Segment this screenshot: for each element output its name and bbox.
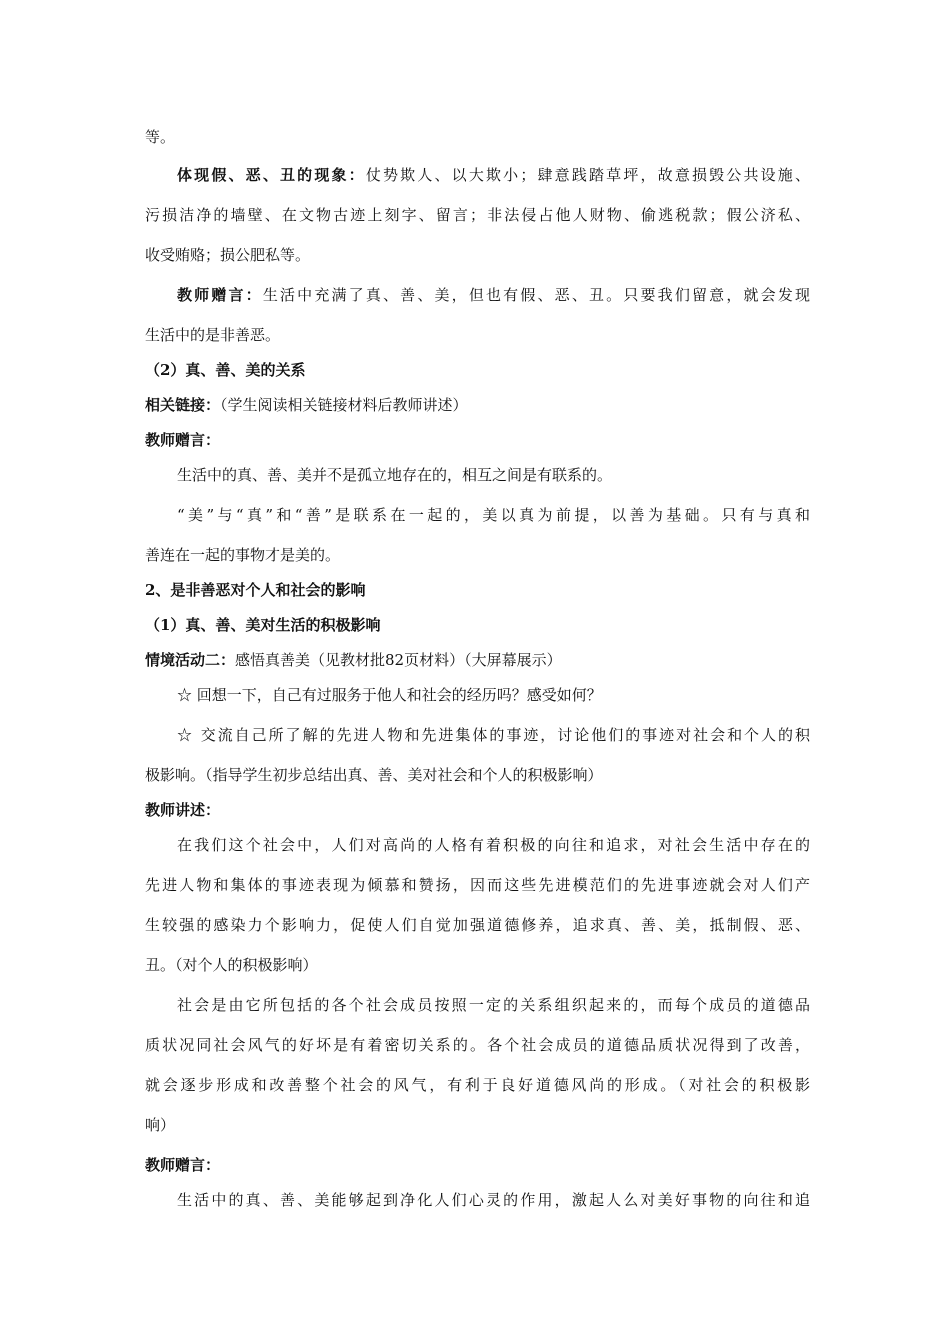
bold-label: 情境活动二：: [145, 651, 236, 669]
text-line: 生较强的感染力个影响力，促使人们自觉加强道德修养，追求真、善、美，抵制假、恶、: [145, 916, 810, 934]
text-line: 极影响。（指导学生初步总结出真、善、美对社会和个人的积极影响）: [145, 766, 603, 784]
text-line: 先进人物和集体的事迹表现为倾慕和赞扬，因而这些先进模范们的先进事迹就会对人们产: [145, 876, 810, 894]
text-line: 收受贿赂；损公肥私等。: [145, 246, 311, 264]
text-line: 污损洁净的墙壁、在文物古迹上刻字、留言；非法侵占他人财物、偷逃税款；假公济私、: [145, 206, 810, 224]
text-line: [145, 393, 810, 417]
bold-label: 教师赠言：: [177, 286, 263, 304]
text-line: ☆ 回想一下，自己有过服务于他人和社会的经历吗？感受如何？: [177, 686, 602, 704]
subheading: 教师讲述：: [145, 801, 221, 819]
text-span: 感悟真善美（见教材批82页材料）（大屏幕展示）: [235, 651, 562, 669]
text-span: 仗势欺人、以大欺小；肆意践踏草坪，故意损毁公共设施、: [365, 166, 810, 184]
text-line: 生活中的是非善恶。: [145, 326, 281, 344]
text-line: 在我们这个社会中，人们对高尚的人格有着积极的向往和追求，对社会生活中存在的: [177, 836, 810, 854]
text-line: ☆ 交流自己所了解的先进人物和先进集体的事迹，讨论他们的事迹对社会和个人的积: [177, 726, 810, 744]
text-line: “美”与“真”和“善”是联系在一起的，美以真为前提，以善为基础。只有与真和: [177, 506, 810, 524]
text-line: 响）: [145, 1116, 176, 1134]
section-heading: 2、是非善恶对个人和社会的影响: [145, 581, 366, 599]
bold-label: 体现假、恶、丑的现象：: [177, 166, 366, 184]
text-line: [177, 283, 810, 307]
text-line: [177, 163, 810, 187]
text-span: （学生阅读相关链接材料后教师讲述）: [220, 396, 468, 414]
section-heading: （1）真、善、美对生活的积极影响: [145, 616, 381, 634]
text-line: 生活中的真、善、美能够起到净化人们心灵的作用，激起人么对美好事物的向往和追: [177, 1191, 810, 1209]
section-heading: （2）真、善、美的关系: [145, 361, 306, 379]
text-line: 等。: [145, 128, 176, 146]
text-span: 生活中充满了真、善、美，但也有假、恶、丑。只要我们留意，就会发现: [262, 286, 810, 304]
text-line: 善连在一起的事物才是美的。: [145, 546, 341, 564]
text-line: 质状况同社会风气的好坏是有着密切关系的。各个社会成员的道德品质状况得到了改善，: [145, 1036, 810, 1054]
subheading: 教师赠言：: [145, 431, 221, 449]
bold-label: 相关链接：: [145, 396, 221, 414]
text-line: [145, 648, 810, 672]
text-line: 就会逐步形成和改善整个社会的风气，有利于良好道德风尚的形成。（对社会的积极影: [145, 1076, 810, 1094]
subheading: 教师赠言：: [145, 1156, 221, 1174]
text-line: 生活中的真、善、美并不是孤立地存在的，相互之间是有联系的。: [177, 466, 613, 484]
text-line: 丑。（对个人的积极影响）: [145, 956, 318, 974]
text-line: 社会是由它所包括的各个社会成员按照一定的关系组织起来的，而每个成员的道德品: [177, 996, 810, 1014]
